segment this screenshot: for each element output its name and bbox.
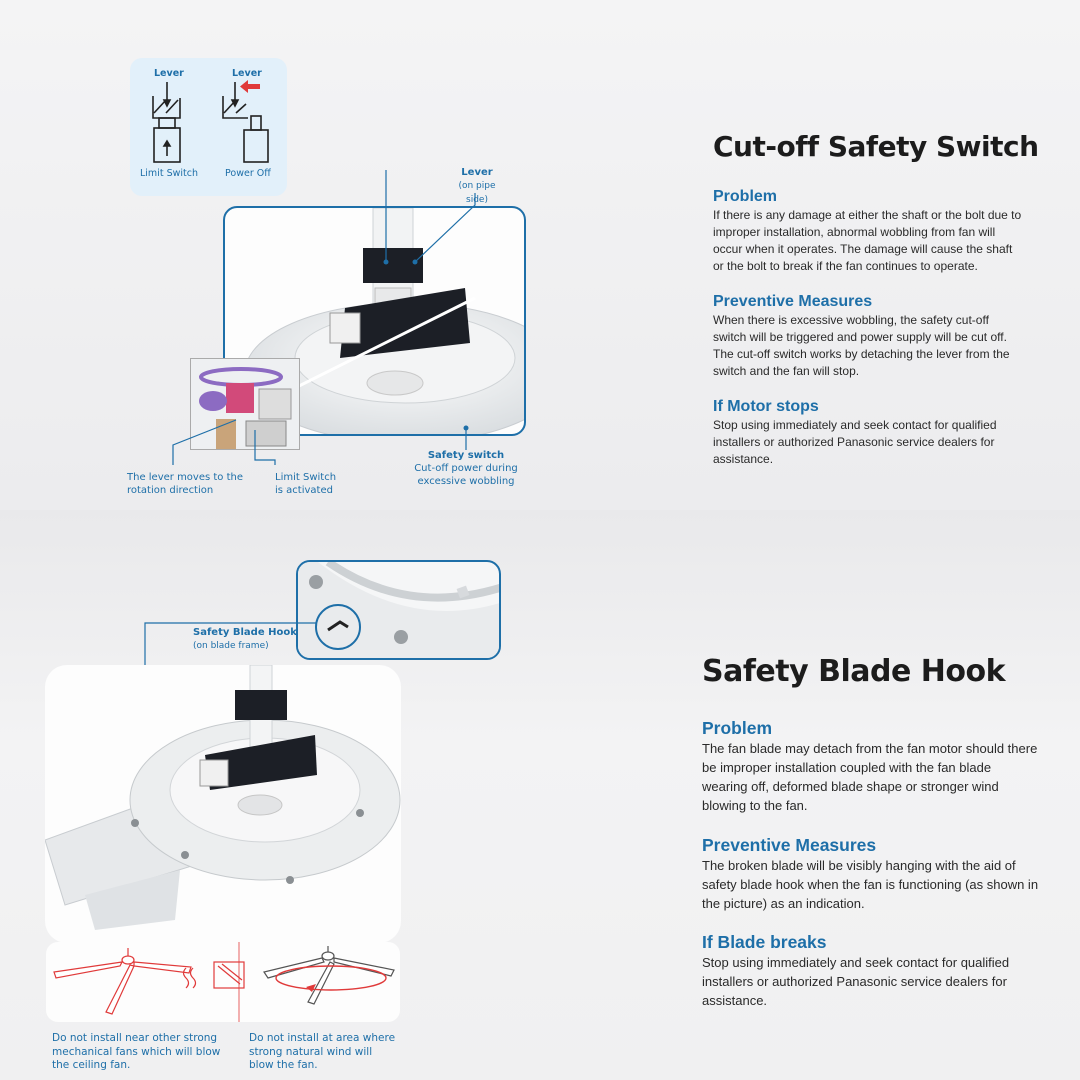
warn1-line-3: the ceiling fan. (52, 1059, 131, 1071)
lever-detail-inset (190, 358, 300, 450)
hook-breaks-line: assistance. (702, 993, 768, 1008)
warn2-line-3: blow the fan. (249, 1059, 318, 1071)
diagram-lever-right-label: Lever (232, 68, 262, 79)
limit-activated-line-1: Limit Switch (275, 472, 337, 483)
safety-switch-callout (412, 449, 520, 488)
warning-mechanical-fans (52, 1032, 220, 1073)
cutoff-motor-line: installers or authorized Panasonic service dealers for (713, 435, 995, 449)
warn2-line-2: strong natural wind will (249, 1045, 373, 1058)
lever-diagram-box (130, 58, 287, 196)
cutoff-problem-text (713, 207, 1043, 275)
cutoff-problem-heading: Problem (713, 188, 778, 205)
hook-problem-line: wearing off, deformed blade shape or stronger wind (702, 779, 999, 794)
blade-hook-photo (45, 665, 401, 943)
limit-activated-line-2: is activated (275, 485, 333, 496)
cutoff-preventive-line: When there is excessive wobbling, the safety cut-off (713, 313, 989, 327)
warning-fans-illustration (46, 942, 400, 1022)
fan-with-hook-illustration (45, 665, 401, 943)
cutoff-preventive-text (713, 312, 1043, 380)
hook-preventive-line: safety blade hook when the fan is functioning (as shown in (702, 877, 1039, 892)
cutoff-problem-line: occur when it operates. The damage will cause the shaft (713, 242, 1013, 256)
cutoff-preventive-line: The cut-off switch works by detaching the lever from the (713, 347, 1010, 361)
hook-callout-sub: (on blade frame) (193, 641, 269, 651)
cutoff-preventive-heading: Preventive Measures (713, 293, 873, 310)
blade-frame-illustration (298, 562, 501, 660)
cutoff-motor-heading: If Motor stops (713, 398, 819, 415)
hook-callout (193, 626, 297, 653)
hook-breaks-line: installers or authorized Panasonic service dealers for (702, 974, 1007, 989)
diagram-limit-switch-label: Limit Switch (140, 168, 198, 179)
diagram-power-off-label: Power Off (225, 168, 271, 179)
blade-hook-section (0, 510, 1080, 1080)
hook-breaks-text (702, 953, 1062, 1010)
cutoff-motor-line: assistance. (713, 452, 774, 466)
safety-switch-line-2: excessive wobbling (417, 476, 515, 487)
hook-breaks-heading: If Blade breaks (702, 932, 827, 952)
lever-moves-callout (127, 471, 243, 497)
cutoff-motor-text (713, 417, 1043, 468)
cutoff-preventive-line: switch will be triggered and power supply will be cut off. (713, 330, 1007, 344)
lever-rotation-illustration (191, 359, 300, 450)
hook-preventive-heading: Preventive Measures (702, 835, 877, 855)
hook-preventive-line: the picture) as an indication. (702, 896, 865, 911)
hook-problem-line: blowing to the fan. (702, 798, 808, 813)
hook-title: Safety Blade Hook (702, 654, 1006, 689)
cutoff-problem-line: or the bolt to break if the fan continues to operate. (713, 259, 978, 273)
hook-callout-title: Safety Blade Hook (193, 627, 297, 638)
safety-switch-title: Safety switch (427, 450, 505, 461)
cutoff-motor-line: Stop using immediately and seek contact for qualified (713, 418, 997, 432)
hook-preventive-text (702, 856, 1062, 913)
hook-problem-line: The fan blade may detach from the fan motor should there (702, 741, 1038, 756)
lever-moves-line-2: rotation direction (127, 485, 214, 496)
blade-hook-closeup (296, 560, 501, 660)
cutoff-preventive-line: switch and the fan will stop. (713, 364, 860, 378)
warn1-line-1: Do not install near other strong (52, 1032, 218, 1044)
warn2-line-1: Do not install at area where (249, 1032, 396, 1044)
hook-problem-text (702, 739, 1062, 815)
warning-natural-wind (249, 1032, 395, 1073)
lever-moves-line-1: The lever moves to the (127, 472, 244, 483)
warn1-line-2: mechanical fans which will blow (52, 1045, 221, 1058)
cutoff-problem-line: improper installation, abnormal wobbling from fan will (713, 225, 996, 239)
lever-callout-sub: (on pipe side) (458, 181, 496, 205)
lever-callout (447, 166, 507, 207)
cutoff-section (0, 0, 1080, 510)
cutoff-problem-line: If there is any damage at either the shaft or the bolt due to (713, 208, 1022, 222)
lever-callout-title: Lever (461, 167, 493, 178)
cutoff-title: Cut-off Safety Switch (713, 130, 1039, 163)
limit-activated-callout (275, 471, 336, 497)
warning-illustrations (46, 942, 400, 1022)
hook-problem-heading: Problem (702, 718, 773, 738)
hook-breaks-line: Stop using immediately and seek contact for qualified (702, 955, 1010, 970)
diagram-lever-left-label: Lever (154, 68, 184, 79)
hook-preventive-line: The broken blade will be visibly hanging with the aid of (702, 858, 1016, 873)
safety-switch-line-1: Cut-off power during (414, 463, 518, 474)
hook-problem-line: be improper installation coupled with the fan blade (702, 760, 992, 775)
